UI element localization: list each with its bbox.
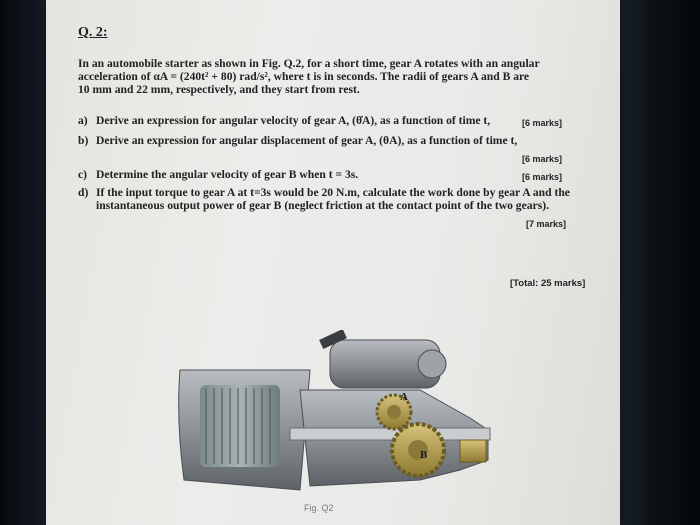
- part-c: [78, 168, 598, 181]
- part-label: c): [78, 168, 88, 181]
- monitor-bezel-left: [0, 0, 46, 525]
- starter-motor-figure: [170, 330, 500, 500]
- solenoid-terminal: [418, 350, 446, 378]
- figure-caption: Fig. Q2: [304, 503, 334, 513]
- gear-a-label: A: [400, 391, 408, 403]
- part-text-continued: instantaneous output power of gear B (neglect friction at the contact point of the two gears).: [96, 199, 549, 212]
- question-heading: Q. 2:: [78, 25, 108, 40]
- part-text: Derive an expression for angular displacement of gear A, (θA), as a function of time t,: [96, 134, 518, 147]
- part-b-marks: [6 marks]: [522, 154, 563, 164]
- part-text: Determine the angular velocity of gear B when t = 3s.: [96, 168, 359, 181]
- monitor-bezel-right: [618, 0, 700, 525]
- gear-b-label: B: [420, 449, 428, 461]
- part-label: d): [78, 186, 89, 199]
- part-text: Derive an expression for angular velocity of gear A, (θ̇A), as a function of time t,: [96, 114, 491, 127]
- part-a-marks: [6 marks]: [522, 118, 563, 128]
- part-label: b): [78, 134, 89, 147]
- armature-windings: [200, 385, 280, 467]
- pinion-gear: [460, 440, 486, 462]
- part-d-marks: [7 marks]: [526, 219, 567, 229]
- question-intro: [78, 57, 598, 96]
- gear-b: [392, 424, 444, 476]
- part-a: [78, 114, 598, 127]
- part-text: If the input torque to gear A at t=3s would be 20 N.m, calculate the work done by gear A and the: [96, 186, 570, 199]
- part-d: [78, 186, 598, 212]
- part-b: [78, 134, 598, 147]
- question-sheet: [46, 0, 620, 525]
- intro-line: 10 mm and 22 mm, respectively, and they start from rest.: [78, 83, 360, 96]
- intro-line: In an automobile starter as shown in Fig. Q.2, for a short time, gear A rotates with an angular: [78, 57, 540, 70]
- part-c-marks: [6 marks]: [522, 172, 563, 182]
- total-marks: [Total: 25 marks]: [510, 278, 586, 289]
- intro-line: acceleration of αA = (240t² + 80) rad/s², where t is in seconds. The radii of gears A and B are: [78, 70, 530, 83]
- part-label: a): [78, 114, 88, 127]
